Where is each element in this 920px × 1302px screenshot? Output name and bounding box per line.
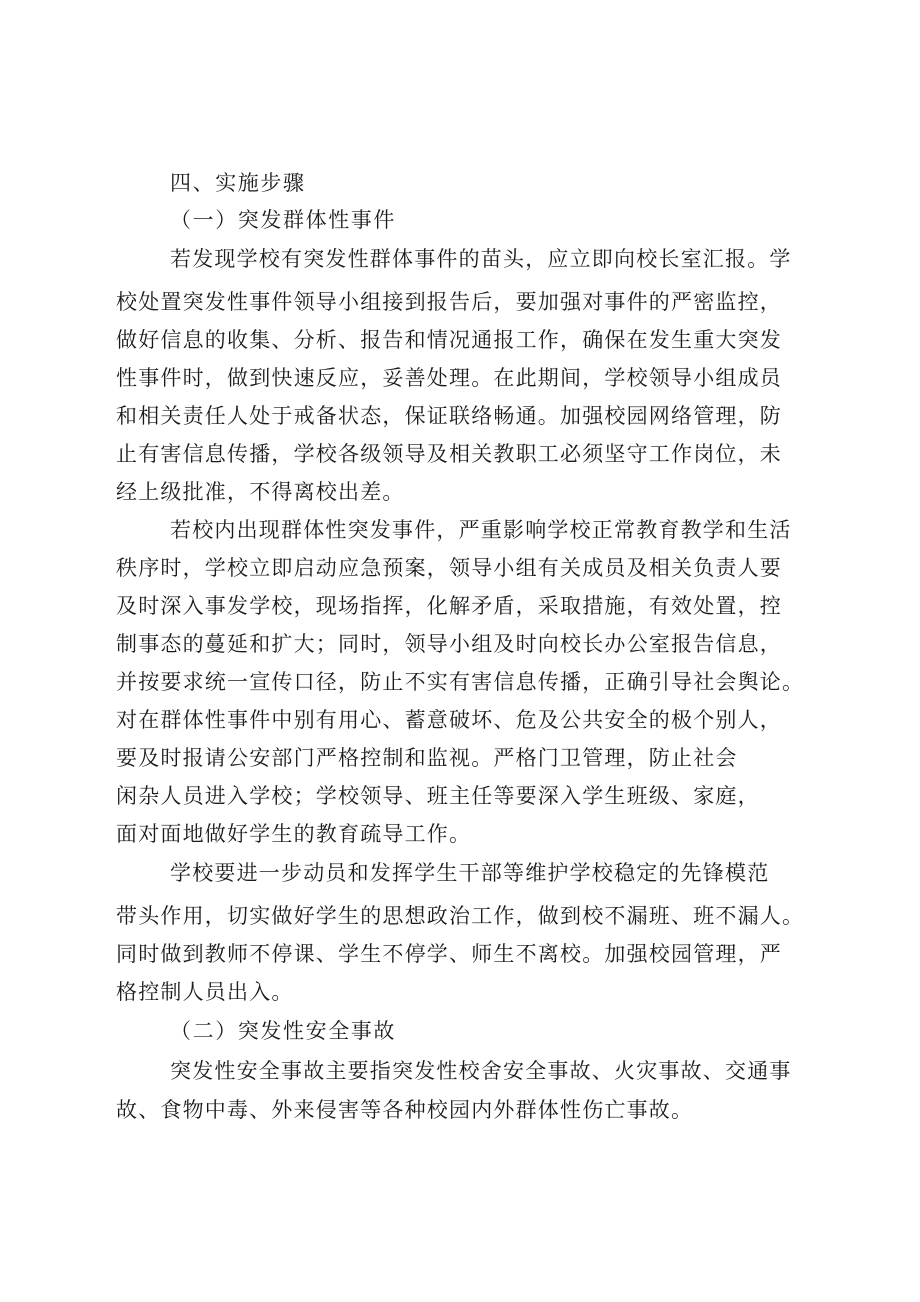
paragraph-line: 故、食物中毒、外来侵害等各种校园内外群体性伤亡事故。 xyxy=(116,1098,694,1122)
paragraph-line: 带头作用，切实做好学生的思想政治工作，做到校不漏班、班不漏人。 xyxy=(116,904,805,928)
paragraph-line: 做好信息的收集、分析、报告和情况通报工作，确保在发生重大突发 xyxy=(116,328,782,352)
paragraph-line: 格控制人员出入。 xyxy=(116,980,294,1004)
paragraph-line: 闲杂人员进入学校；学校领导、班主任等要深入学生班级、家庭， xyxy=(116,784,760,808)
paragraph-line: 校处置突发性事件领导小组接到报告后，要加强对事件的严密监控， xyxy=(116,290,782,314)
paragraph-line: 突发性安全事故主要指突发性校舍安全事故、火灾事故、交通事 xyxy=(170,1059,792,1083)
paragraph-line: 秩序时，学校立即启动应急预案，领导小组有关成员及相关负责人要 xyxy=(116,556,782,580)
paragraph-line: 及时深入事发学校，现场指挥，化解矛盾，采取措施，有效处置，控 xyxy=(116,594,782,618)
paragraph-line: 和相关责任人处于戒备状态，保证联络畅通。加强校园网络管理，防 xyxy=(116,404,782,428)
paragraph-line: 并按要求统一宣传口径，防止不实有害信息传播，正确引导社会舆论。 xyxy=(116,670,805,694)
paragraph-line: 经上级批准，不得离校出差。 xyxy=(116,480,405,504)
paragraph-line: 制事态的蔓延和扩大；同时，领导小组及时向校长办公室报告信息， xyxy=(116,632,782,656)
paragraph-line: 对在群体性事件中别有用心、蓄意破坏、危及公共安全的极个别人， xyxy=(116,708,782,732)
paragraph-line: 性事件时，做到快速反应，妥善处理。在此期间，学校领导小组成员 xyxy=(116,366,782,390)
paragraph-line: 学校要进一步动员和发挥学生干部等维护学校稳定的先锋模范 xyxy=(170,861,770,885)
paragraph-line: 面对面地做好学生的教育疏导工作。 xyxy=(116,822,472,846)
section-heading: 四、实施步骤 xyxy=(170,171,306,195)
paragraph-line: 要及时报请公安部门严格控制和监视。严格门卫管理，防止社会 xyxy=(116,746,738,770)
paragraph-line: 同时做到教师不停课、学生不停学、师生不离校。加强校园管理，严 xyxy=(116,942,782,966)
paragraph-line: 止有害信息传播，学校各级领导及相关教职工必须坚守工作岗位，未 xyxy=(116,442,782,466)
subsection-1-title: （一）突发群体性事件 xyxy=(170,208,396,232)
paragraph-line: 若发现学校有突发性群体事件的苗头，应立即向校长室汇报。学 xyxy=(170,247,792,271)
paragraph-line: 若校内出现群体性突发事件，严重影响学校正常教育教学和生活 xyxy=(170,518,792,542)
subsection-2-title: （二）突发性安全事故 xyxy=(170,1019,396,1043)
